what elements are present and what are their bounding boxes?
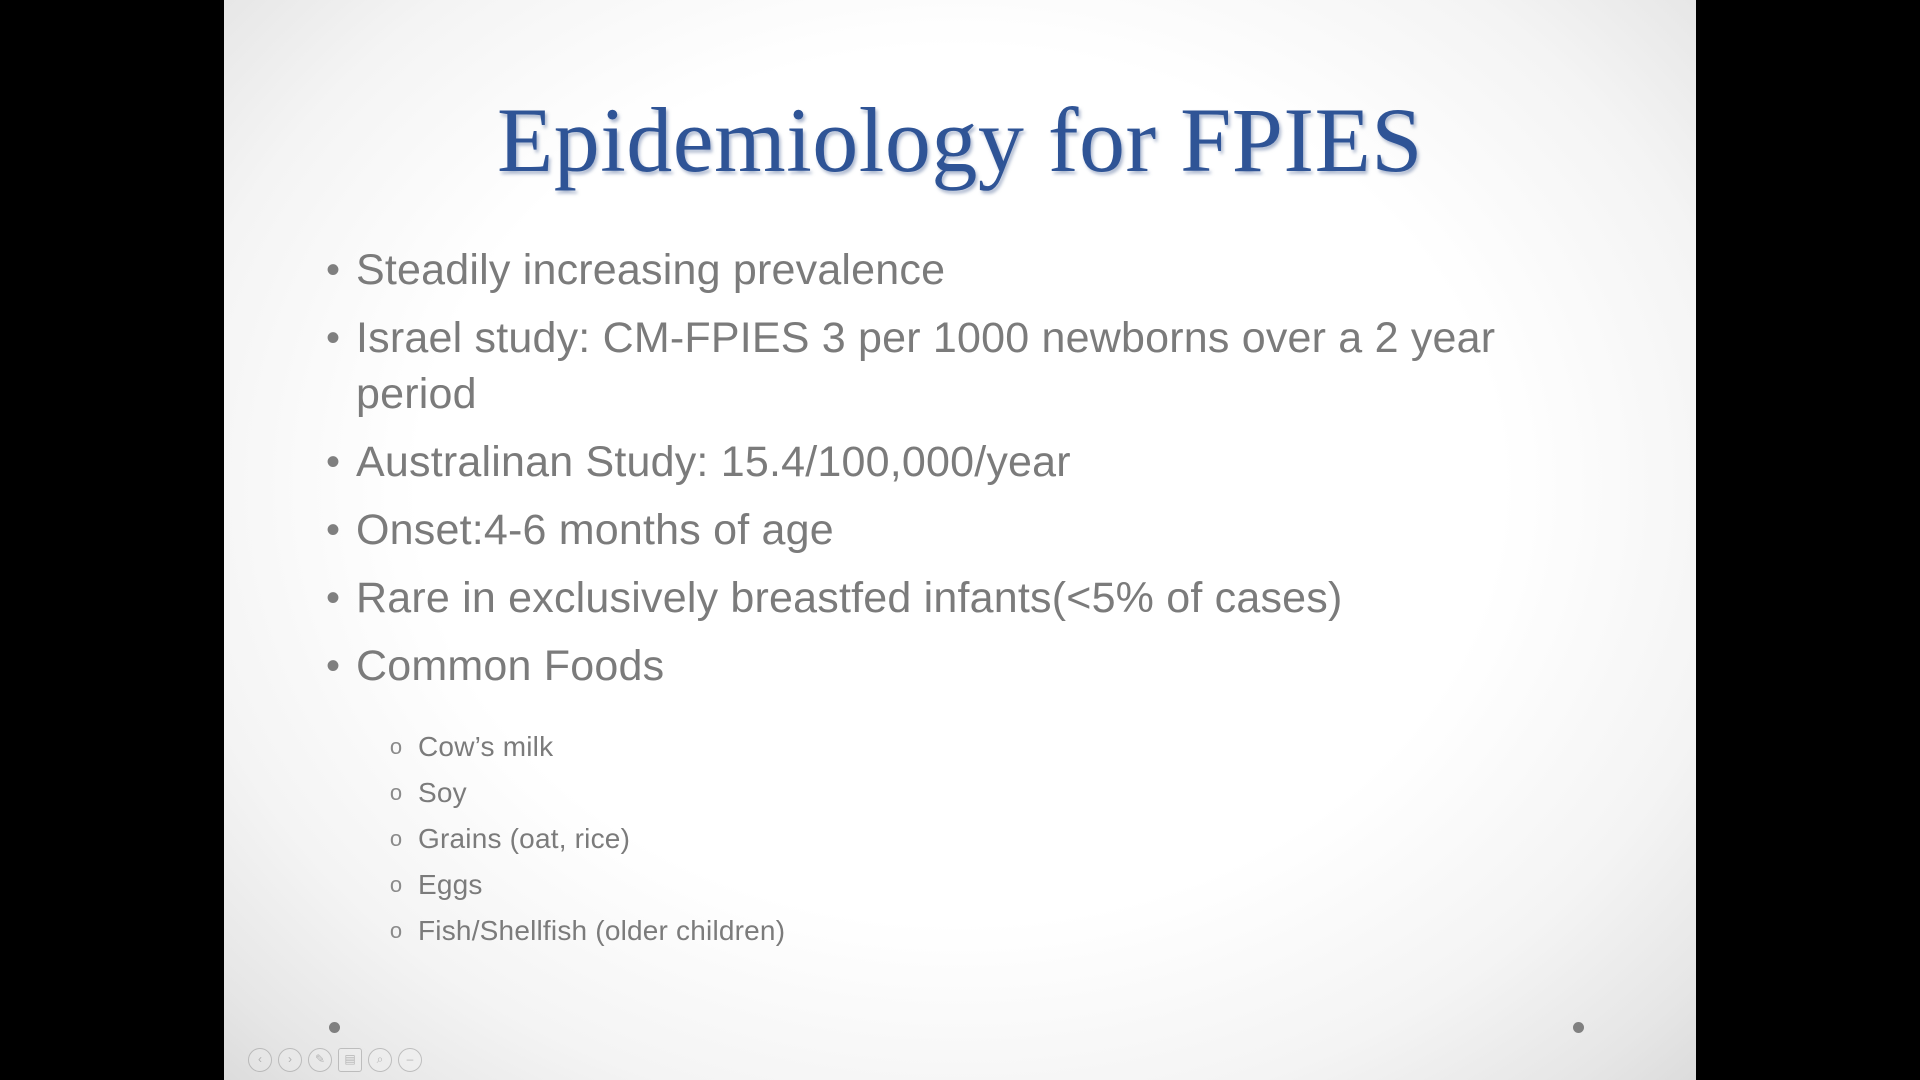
bullet-marker-icon: • [325,316,340,360]
list-item [374,820,1474,858]
bullet-text: Israel study: CM-FPIES 3 per 1000 newborns over a 2 year period [356,314,1496,418]
decorative-dot-left [329,1022,340,1033]
list-item [310,242,1610,298]
next-slide-button[interactable]: › [278,1048,302,1072]
bullet-marker-icon: • [325,440,340,484]
slide-overview-button[interactable]: ▤ [338,1048,362,1072]
sub-bullet-text: Soy [418,777,467,808]
sub-bullet-text: Grains (oat, rice) [418,823,631,854]
sub-bullet-marker-icon: o [389,826,403,851]
zoom-button[interactable]: ⌕ [368,1048,392,1072]
slide-canvas [224,0,1696,1080]
list-item [310,502,1610,558]
bullet-text: Steadily increasing prevalence [356,246,946,294]
list-item [374,866,1474,904]
pen-tool-button[interactable]: ✎ [308,1048,332,1072]
bullet-text: Common Foods [356,642,665,690]
slideshow-control-bar[interactable] [248,1048,422,1072]
bullet-text: Rare in exclusively breastfed infants(<5% of cases) [356,574,1343,622]
bullet-text: Australinan Study: 15.4/100,000/year [356,438,1071,486]
list-item [374,912,1474,950]
sub-bullet-marker-icon: o [389,872,403,897]
list-item [310,310,1610,422]
previous-slide-button[interactable]: ‹ [248,1048,272,1072]
sub-bullet-text: Fish/Shellfish (older children) [418,915,786,946]
list-item [310,434,1610,490]
decorative-dot-right [1573,1022,1584,1033]
sub-bullet-marker-icon: o [389,918,403,943]
sub-bullet-list [374,728,1474,958]
sub-bullet-marker-icon: o [389,734,403,759]
list-item [374,728,1474,766]
bullet-text: Onset:4-6 months of age [356,506,834,554]
sub-bullet-marker-icon: o [389,780,403,805]
list-item [310,570,1610,626]
bullet-marker-icon: • [325,248,340,292]
bullet-marker-icon: • [325,576,340,620]
more-options-button[interactable]: – [398,1048,422,1072]
bullet-marker-icon: • [325,508,340,552]
bullet-marker-icon: • [325,644,340,688]
sub-bullet-text: Eggs [418,869,483,900]
list-item [374,774,1474,812]
sub-bullet-text: Cow’s milk [418,731,554,762]
bullet-list [310,242,1610,706]
page-title: Epidemiology for FPIES [497,89,1423,191]
list-item [310,638,1610,694]
